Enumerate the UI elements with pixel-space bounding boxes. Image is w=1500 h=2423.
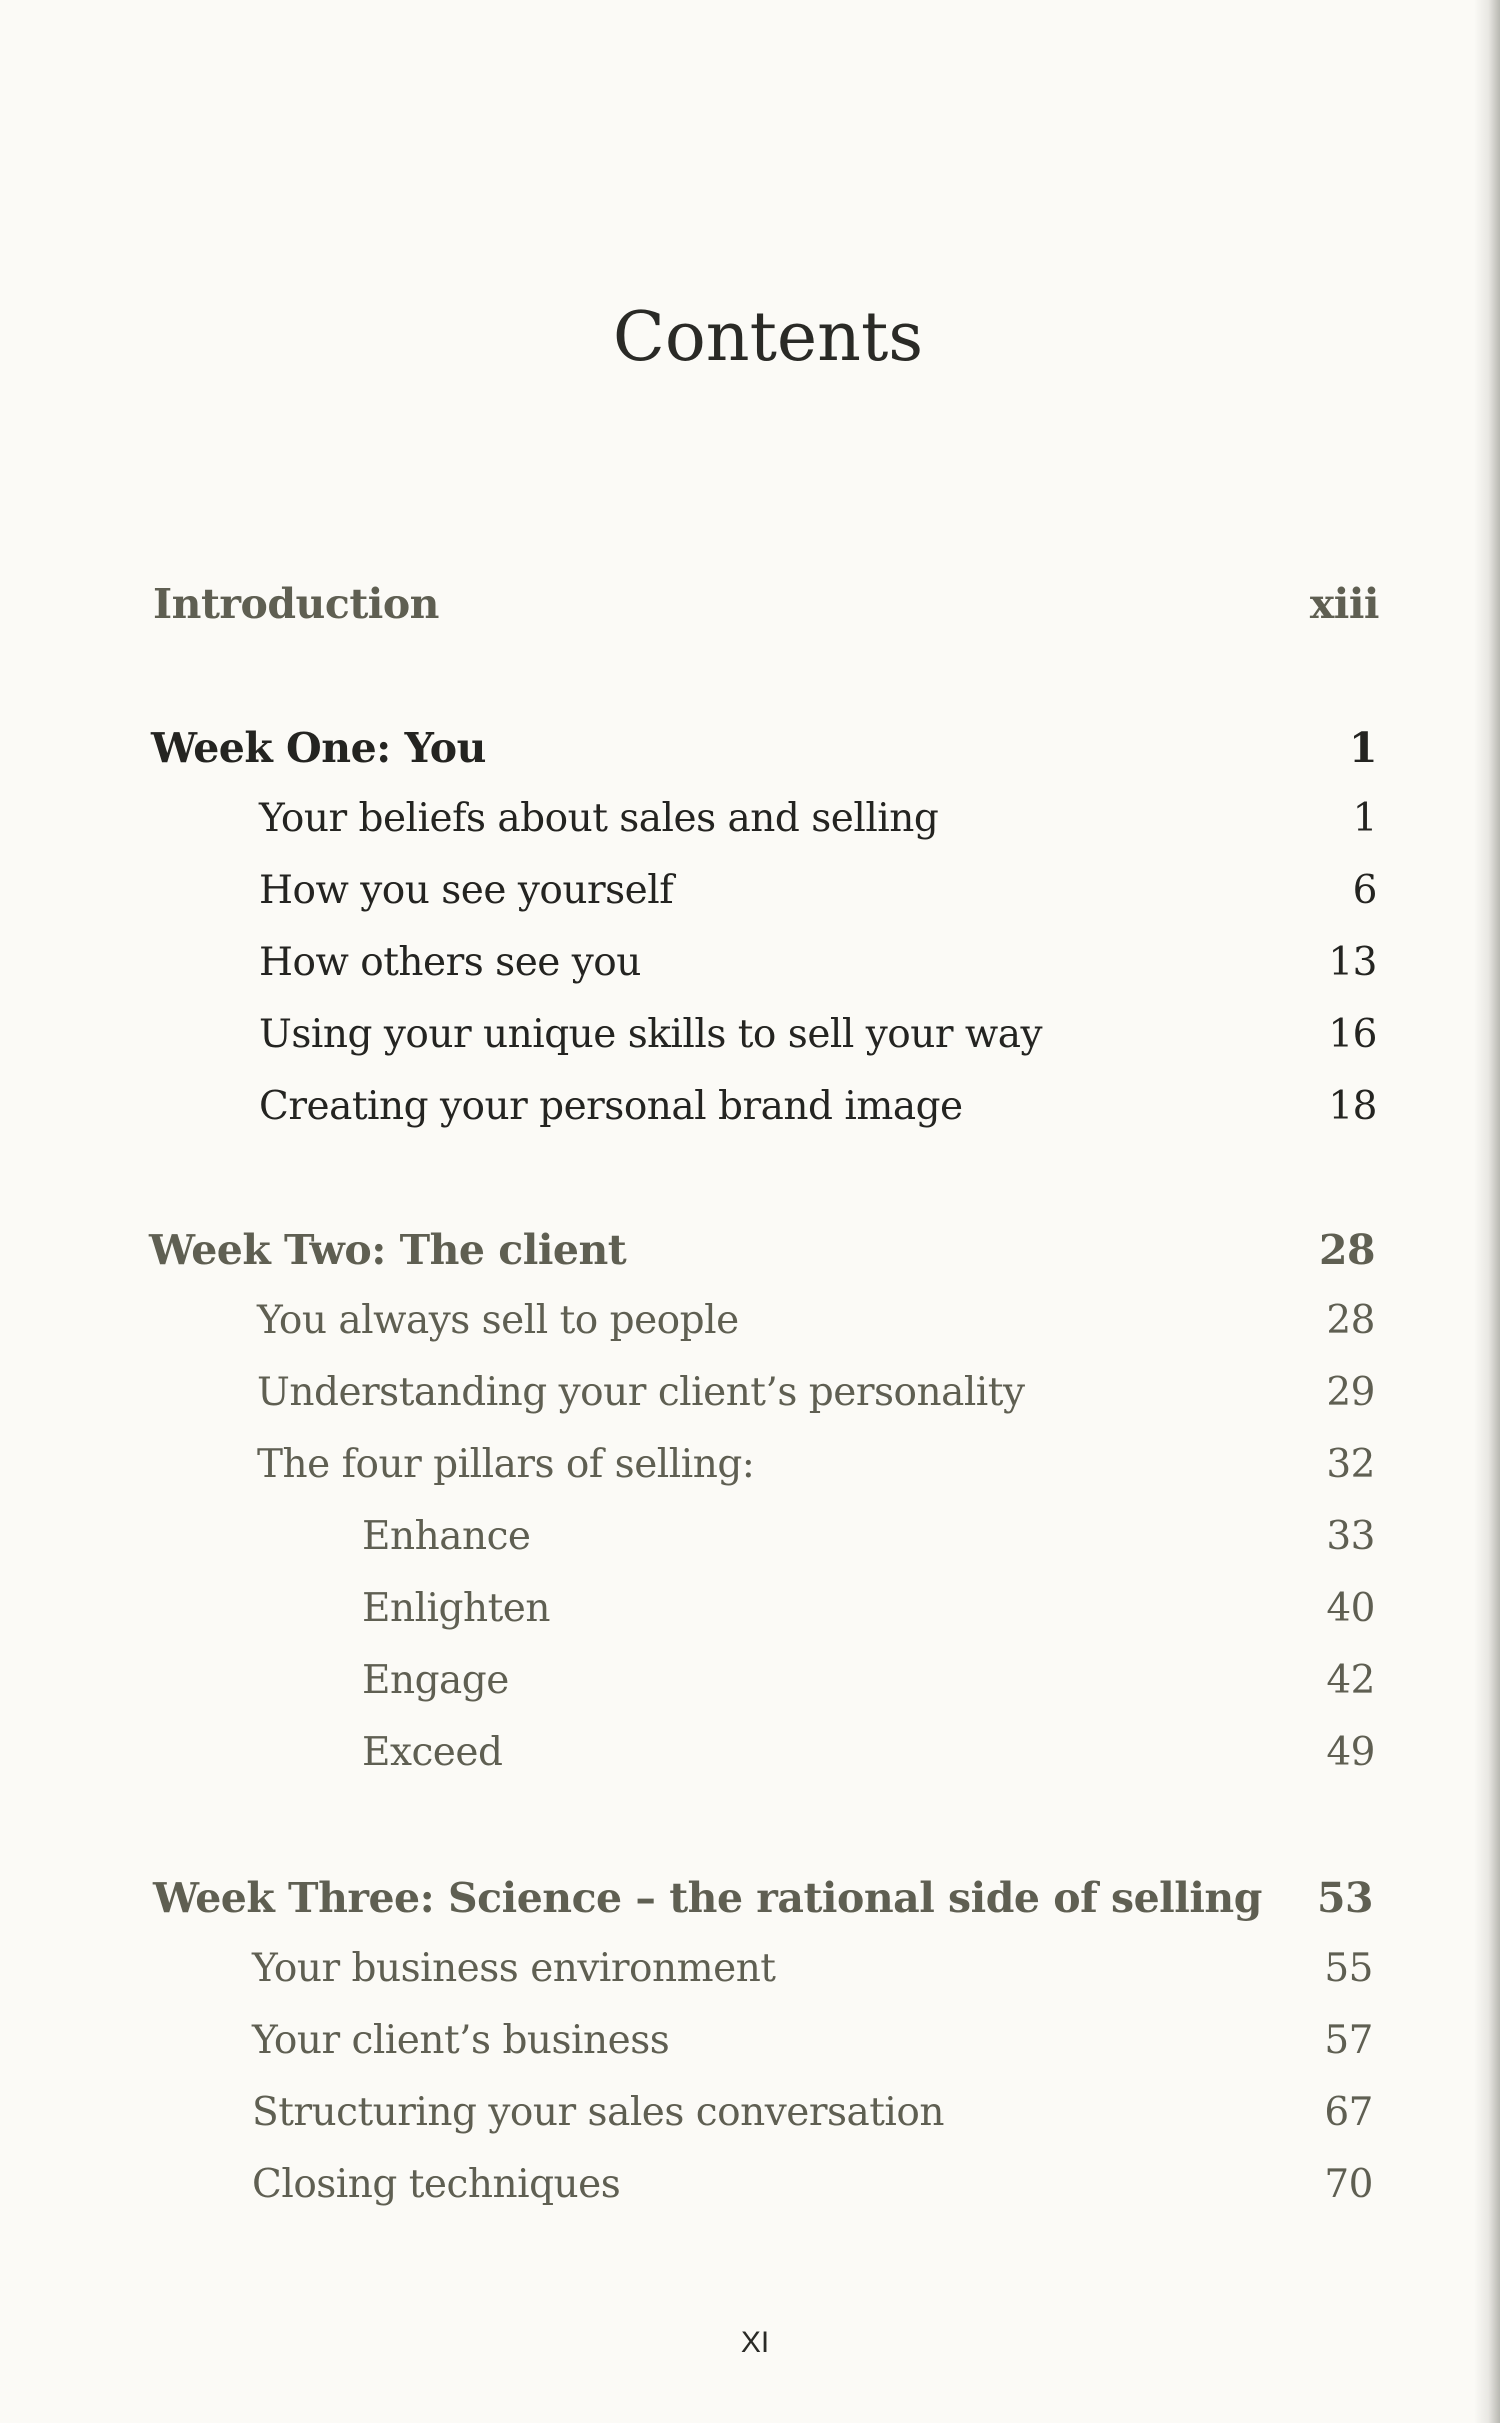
toc-entry-label: Your beliefs about sales and selling bbox=[259, 796, 939, 841]
toc-entry-pillar bbox=[362, 1658, 1375, 1718]
toc-entry bbox=[259, 796, 1377, 856]
toc-entry-label: Structuring your sales conversation bbox=[252, 2090, 944, 2135]
toc-entry-page: 70 bbox=[1324, 2162, 1373, 2207]
toc-entry-introduction bbox=[153, 580, 1379, 640]
toc-entry bbox=[252, 1946, 1373, 2006]
toc-entry bbox=[259, 1012, 1377, 1072]
toc-entry-label: How you see yourself bbox=[259, 868, 674, 913]
toc-entry-page: 53 bbox=[1316, 1874, 1373, 1922]
toc-entry-week-one bbox=[151, 724, 1377, 784]
toc-entry-label: Week Three: Science – the rational side of selling bbox=[153, 1874, 1262, 1922]
toc-entry-page: 55 bbox=[1324, 1946, 1373, 1991]
toc-entry-pillar bbox=[362, 1514, 1375, 1574]
toc-entry-week-two bbox=[149, 1226, 1375, 1286]
toc-entry-page: 13 bbox=[1328, 940, 1377, 985]
toc-entry bbox=[252, 2090, 1373, 2150]
toc-entry bbox=[259, 940, 1377, 1000]
toc-entry-label: Exceed bbox=[362, 1730, 503, 1775]
toc-entry-label: Enlighten bbox=[362, 1586, 550, 1631]
toc-entry-label: Engage bbox=[362, 1658, 509, 1703]
toc-entry-page: 40 bbox=[1326, 1586, 1375, 1631]
toc-entry-page: 33 bbox=[1326, 1514, 1375, 1559]
toc-entry-label: Enhance bbox=[362, 1514, 531, 1559]
toc-entry-page: 57 bbox=[1324, 2018, 1373, 2063]
toc-entry-page: 16 bbox=[1328, 1012, 1377, 1057]
toc-entry-label: Week One: You bbox=[151, 724, 486, 772]
toc-entry-page: xiii bbox=[1309, 580, 1379, 628]
toc-entry-page: 49 bbox=[1326, 1730, 1375, 1775]
toc-entry bbox=[259, 868, 1377, 928]
toc-entry-label: The four pillars of selling: bbox=[257, 1442, 755, 1487]
toc-entry-pillar bbox=[362, 1586, 1375, 1646]
toc-entry-week-three bbox=[153, 1874, 1373, 1934]
toc-entry-label: Introduction bbox=[153, 580, 439, 628]
page-title: Contents bbox=[612, 298, 924, 377]
toc-entry-label: Your business environment bbox=[252, 1946, 776, 1991]
toc-entry-label: Closing techniques bbox=[252, 2162, 621, 2207]
toc-entry-page: 32 bbox=[1326, 1442, 1375, 1487]
toc-entry-pillar bbox=[362, 1730, 1375, 1790]
toc-entry-label: Week Two: The client bbox=[149, 1226, 627, 1274]
toc-entry-page: 18 bbox=[1328, 1084, 1377, 1129]
toc-entry bbox=[257, 1442, 1375, 1502]
toc-entry-label: Creating your personal brand image bbox=[259, 1084, 963, 1129]
toc-entry-page: 29 bbox=[1326, 1370, 1375, 1415]
toc-entry-label: How others see you bbox=[259, 940, 641, 985]
toc-entry bbox=[257, 1370, 1375, 1430]
toc-entry bbox=[252, 2162, 1373, 2222]
page-number: XI bbox=[740, 2326, 770, 2359]
toc-entry-label: Understanding your client’s personality bbox=[257, 1370, 1025, 1415]
toc-entry bbox=[257, 1298, 1375, 1358]
toc-entry-page: 28 bbox=[1318, 1226, 1375, 1274]
toc-entry-page: 42 bbox=[1326, 1658, 1375, 1703]
toc-entry bbox=[252, 2018, 1373, 2078]
toc-entry bbox=[259, 1084, 1377, 1144]
toc-entry-page: 1 bbox=[1352, 796, 1377, 841]
toc-entry-label: Your client’s business bbox=[252, 2018, 670, 2063]
toc-entry-label: You always sell to people bbox=[257, 1298, 739, 1343]
toc-entry-page: 67 bbox=[1324, 2090, 1373, 2135]
toc-entry-page: 1 bbox=[1348, 724, 1377, 772]
toc-entry-page: 6 bbox=[1352, 868, 1377, 913]
toc-entry-page: 28 bbox=[1326, 1298, 1375, 1343]
toc-entry-label: Using your unique skills to sell your way bbox=[259, 1012, 1043, 1057]
